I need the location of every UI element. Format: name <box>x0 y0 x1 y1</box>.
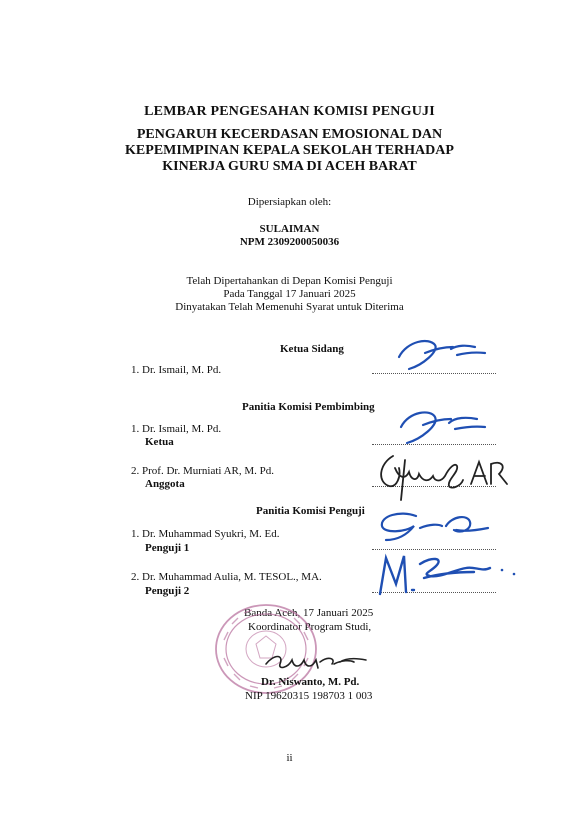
signature-penguji-1 <box>376 508 496 544</box>
closing-place-date: Banda Aceh, 17 Januari 2025 <box>244 607 374 619</box>
pembimbing-member-1-role: Ketua <box>145 436 174 448</box>
signature-penguji-2 <box>374 548 520 600</box>
signature-pembimbing-1 <box>395 407 490 447</box>
penguji-member-1-role: Penguji 1 <box>145 542 190 554</box>
signature-line-ketua-sidang <box>372 373 496 374</box>
defense-line-1: Telah Dipertahankan di Depan Komisi Penguji <box>186 275 393 287</box>
page-heading: LEMBAR PENGESAHAN KOMISI PENGUJI <box>144 104 435 119</box>
penguji-member-2-role: Penguji 2 <box>145 585 190 597</box>
penguji-member-1-name: 1. Dr. Muhammad Syukri, M. Ed. <box>131 528 280 540</box>
closing-position: Koordinator Program Studi, <box>248 621 372 633</box>
signature-ketua-sidang <box>395 335 490 373</box>
pembimbing-member-2-name: 2. Prof. Dr. Murniati AR, M. Pd. <box>131 465 275 477</box>
pembimbing-member-1-name: 1. Dr. Ismail, M. Pd. <box>131 423 222 435</box>
author-name: SULAIMAN <box>259 223 320 235</box>
signature-koordinator <box>262 644 372 678</box>
ketua-sidang-member: 1. Dr. Ismail, M. Pd. <box>131 364 222 376</box>
closing-nip: NIP 19620315 198703 1 003 <box>245 690 373 702</box>
defense-line-2: Pada Tanggal 17 Januari 2025 <box>223 288 356 300</box>
closing-name: Dr. Niswanto, M. Pd. <box>261 676 360 688</box>
thesis-title-line-3: KINERJA GURU SMA DI ACEH BARAT <box>162 159 417 174</box>
page-number: ii <box>286 752 293 764</box>
author-npm: NPM 2309200050036 <box>239 236 340 248</box>
ketua-sidang-heading: Ketua Sidang <box>280 343 344 355</box>
defense-line-3: Dinyatakan Telah Memenuhi Syarat untuk Diterima <box>175 301 404 313</box>
penguji-member-2-name: 2. Dr. Muhammad Aulia, M. TESOL., MA. <box>131 571 322 583</box>
pembimbing-member-2-role: Anggota <box>145 478 185 490</box>
thesis-title-line-2: KEPEMIMPINAN KEPALA SEKOLAH TERHADAP <box>125 143 454 158</box>
pembimbing-heading: Panitia Komisi Pembimbing <box>242 401 375 413</box>
thesis-title-line-1: PENGARUH KECERDASAN EMOSIONAL DAN <box>136 127 443 142</box>
signature-pembimbing-2 <box>375 446 515 504</box>
penguji-heading: Panitia Komisi Penguji <box>256 505 365 517</box>
prepared-by-label: Dipersiapkan oleh: <box>247 196 332 208</box>
